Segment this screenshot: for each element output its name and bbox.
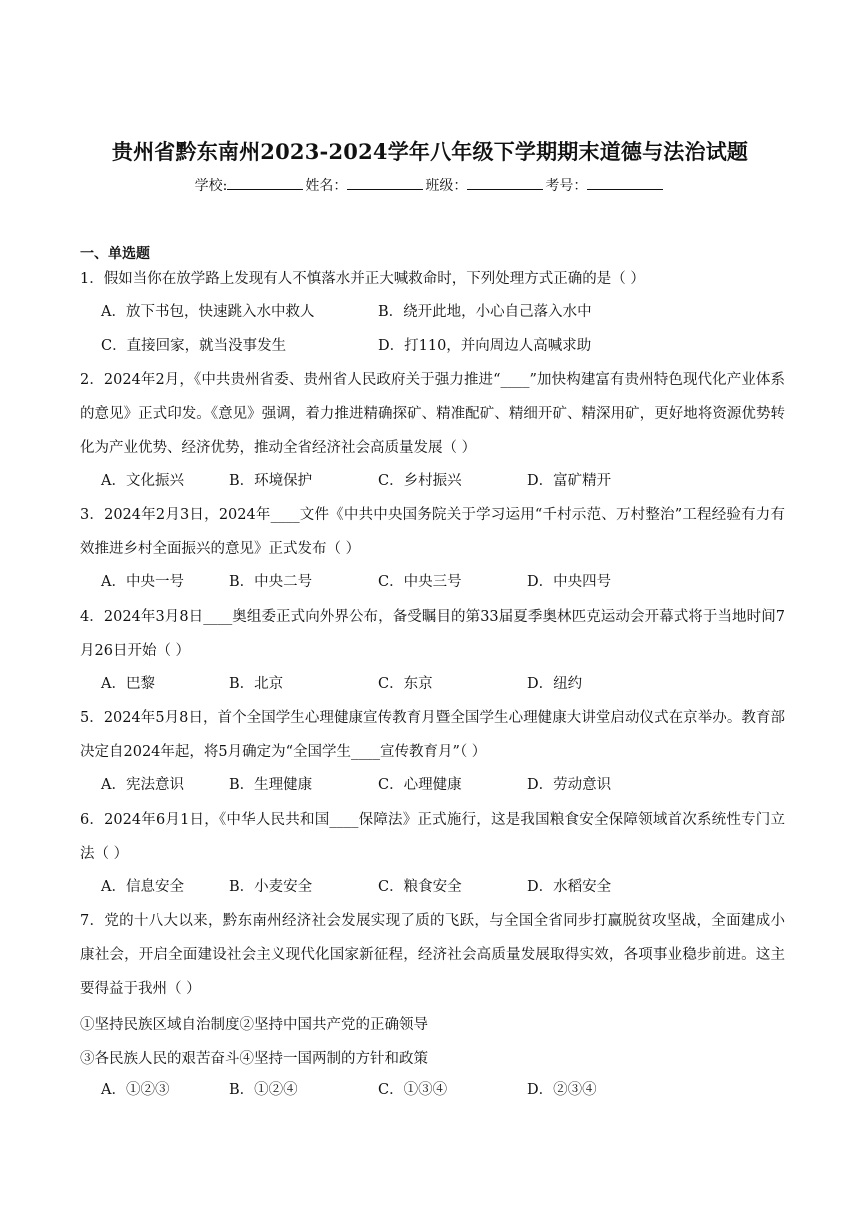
question-4-option-d: D．纽约: [527, 676, 583, 692]
question-7-option-a: A．①②③: [101, 1082, 170, 1098]
question-3-option-c: C．中央三号: [378, 574, 462, 590]
name-label: 姓名：: [305, 178, 348, 194]
question-4-option-a: A．巴黎: [101, 676, 155, 692]
name-blank: [347, 177, 423, 190]
question-3-option-a: A．中央一号: [101, 574, 184, 590]
question-1-option-b: B．绕开此地，小心自己落入水中: [378, 304, 592, 320]
question-5-option-a: A．宪法意识: [101, 777, 184, 793]
question-1-option-c: C．直接回家，就当没事发生: [101, 338, 287, 354]
question-5-text: 5．2024年5月8日，首个全国学生心理健康宣传教育月暨全国学生心理健康大讲堂启动仪式在京举办。教育部决定自2024年起，将5月确定为“全国学生____宣传教育月”（ ）: [80, 710, 785, 760]
question-4-text: 4．2024年3月8日____奥组委正式向外界公布，备受瞩目的第33届夏季奥林匹克运动会开幕式将于当地时间7月26日开始（ ）: [80, 609, 785, 659]
student-info-line: [0, 175, 860, 195]
question-2-option-b: B．环境保护: [229, 473, 313, 489]
question-3-option-b: B．中央二号: [229, 574, 313, 590]
question-2-option-d: D．富矿精开: [527, 473, 612, 489]
question-3-option-d: D．中央四号: [527, 574, 612, 590]
question-4-option-c: C．东京: [378, 676, 433, 692]
question-6-option-b: B．小麦安全: [229, 879, 313, 895]
page-title: 贵州省黔东南州2023-2024学年八年级下学期期末道德与法治试题: [111, 139, 749, 164]
school-field: [195, 175, 306, 195]
class-blank: [467, 177, 543, 190]
exam-no-label: 考号：: [545, 178, 588, 194]
question-7-statement-2: ③各民族人民的艰苦奋斗④坚持一国两制的方针和政策: [80, 1051, 428, 1067]
question-7-option-b: B．①②④: [229, 1082, 298, 1098]
question-5-option-d: D．劳动意识: [527, 777, 612, 793]
question-1-option-a: A．放下书包，快速跳入水中救人: [101, 304, 315, 320]
question-6-option-a: A．信息安全: [101, 879, 184, 895]
question-2-option-a: A．文化振兴: [101, 473, 184, 489]
exam-no-blank: [587, 177, 663, 190]
question-1-text: 1．假如当你在放学路上发现有人不慎落水并正大喊救命时，下列处理方式正确的是（ ）: [80, 271, 645, 287]
question-2-text: 2．2024年2月，《中共贵州省委、贵州省人民政府关于强力推进“____”加快构建富有贵州特色现代化产业体系的意见》正式印发。《意见》强调，着力推进精确探矿、精准配矿、精细开矿、精深用矿，更好地将资源优势转化为产业优势、经济优势，推动全省经济社会高质量发展（ ）: [80, 372, 785, 456]
name-field: [305, 175, 425, 195]
question-7-text: 7．党的十八大以来，黔东南州经济社会发展实现了质的飞跃，与全国全省同步打赢脱贫攻坚战，全面建成小康社会，开启全面建设社会主义现代化国家新征程，经济社会高质量发展取得实效，各项事业稳步前进。这主要得益于我州（ ）: [80, 913, 785, 997]
question-7-option-d: D．②③④: [527, 1082, 597, 1098]
question-4-option-b: B．北京: [229, 676, 284, 692]
exam-no-field: [545, 175, 665, 195]
question-5-option-c: C．心理健康: [378, 777, 462, 793]
question-6-text: 6．2024年6月1日，《中华人民共和国____保障法》正式施行，这是我国粮食安全保障领域首次系统性专门立法（ ）: [80, 812, 785, 862]
question-5-option-b: B．生理健康: [229, 777, 313, 793]
class-label: 班级：: [425, 178, 468, 194]
question-2-option-c: C．乡村振兴: [378, 473, 462, 489]
question-7-option-c: C．①③④: [378, 1082, 448, 1098]
section-heading: 一、单选题: [80, 246, 150, 262]
class-field: [425, 175, 545, 195]
school-label: 学校:: [194, 178, 228, 194]
question-1-option-d: D．打110，并向周边人高喊求助: [378, 338, 592, 354]
question-7-statement-1: ①坚持民族区域自治制度②坚持中国共产党的正确领导: [80, 1017, 428, 1033]
school-blank: [227, 177, 303, 190]
question-3-text: 3．2024年2月3日，2024年____文件《中共中央国务院关于学习运用“千村示范、万村整治”工程经验有力有效推进乡村全面振兴的意见》正式发布（ ）: [80, 507, 785, 557]
question-6-option-d: D．水稻安全: [527, 879, 612, 895]
question-6-option-c: C．粮食安全: [378, 879, 462, 895]
